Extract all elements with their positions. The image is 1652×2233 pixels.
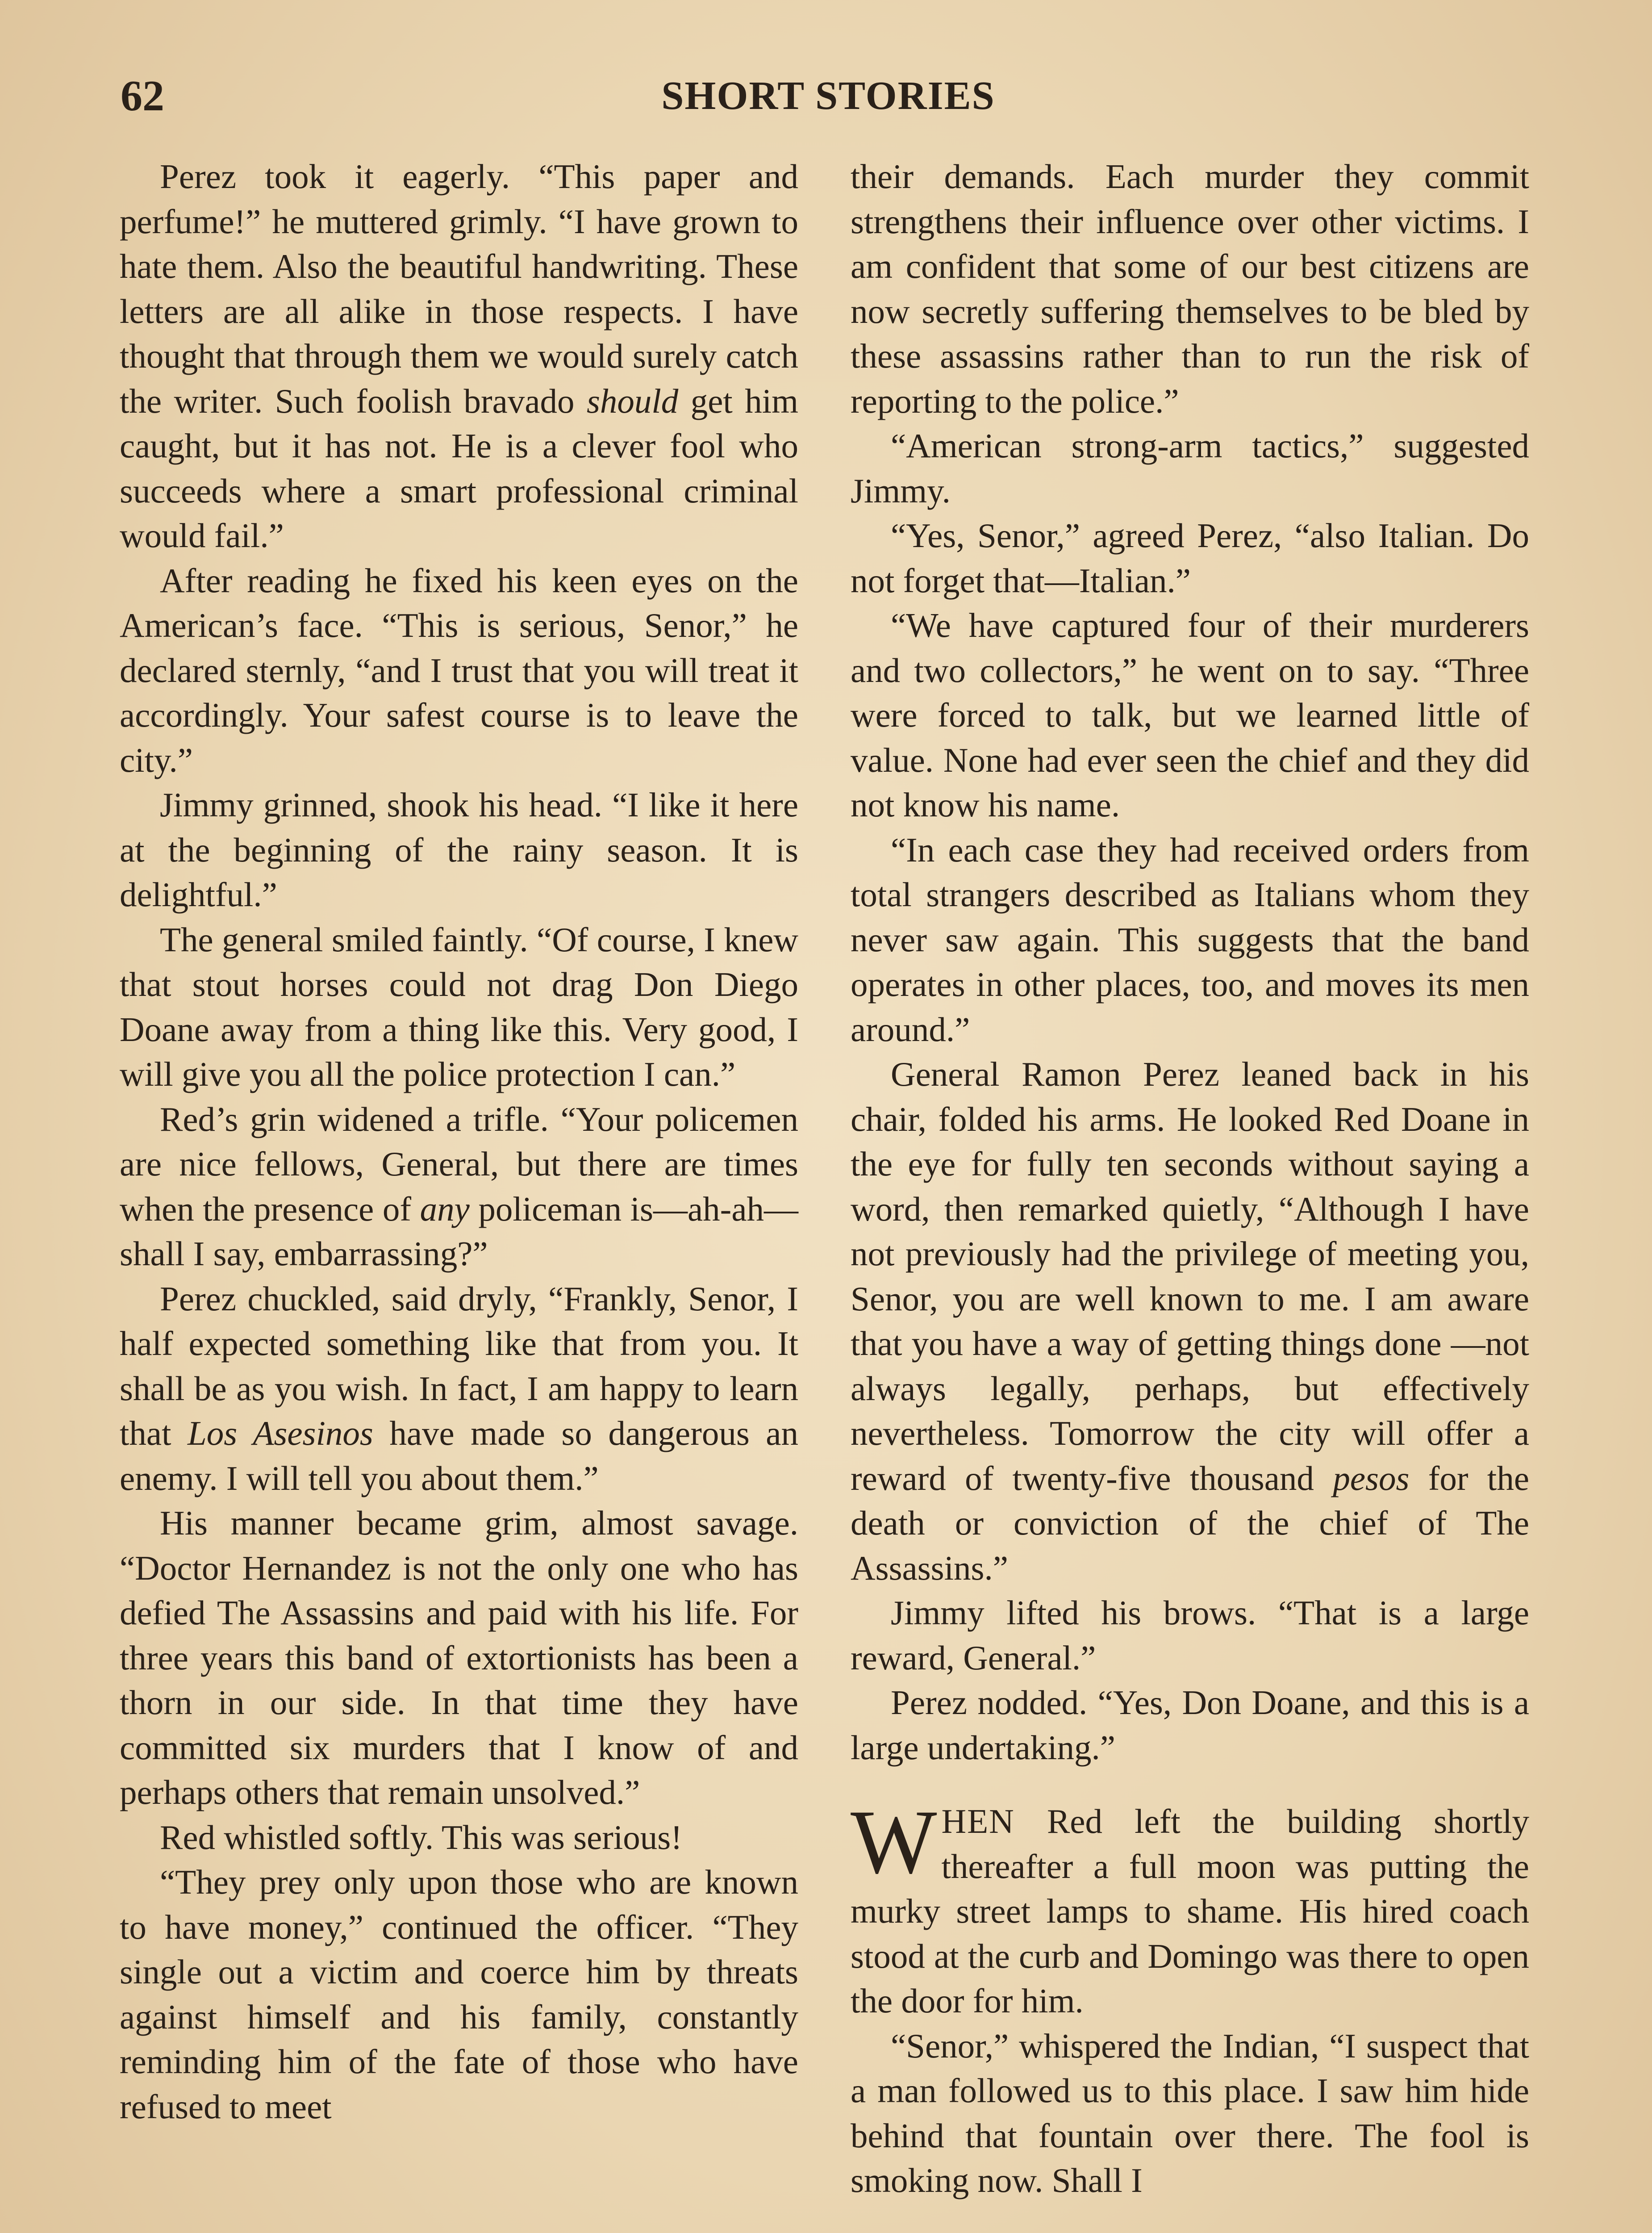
paragraph: “American strong-arm tactics,” suggested Jimmy. bbox=[851, 427, 1529, 510]
paragraph: Red’s grin widened a trifle. “Your policemen are nice fellows, General, but there are times when the presence of any policeman is—ah-ah—shall I say, embarrassing?” bbox=[120, 1100, 799, 1273]
paragraph: “In each case they had received orders from total strangers described as Italians whom they never saw again. This suggests that the band operates in other places, too, and moves its men around.” bbox=[851, 830, 1529, 1049]
left-column bbox=[120, 154, 798, 2129]
paragraph: “Yes, Senor,” agreed Perez, “also Italian. Do not forget that—Italian.” bbox=[851, 516, 1529, 600]
paragraph: Perez chuckled, said dryly, “Frankly, Senor, I half expected something like that from you. It shall be as you wish. In fact, I am happy to learn that Los Asesinos have made so dangerous an enemy. I will tell you about them.” bbox=[120, 1279, 798, 1497]
paragraph: His manner became grim, almost savage. “Doctor Hernandez is not the only one who has defied The Assassins and paid with his life. For three years this band of extortionists has been a thorn in our side. In that time they have committed six murders that I know of and perhaps others that remain unsolved.” bbox=[120, 1504, 798, 1811]
paragraph: The general smiled faintly. “Of course, I knew that stout horses could not drag Don Diego Doane away from a thing like this. Very good, I will give you all the police protection I can.” bbox=[120, 920, 798, 1093]
paragraph: Jimmy grinned, shook his head. “I like it here at the beginning of the rainy season. It is delightful.” bbox=[120, 786, 798, 914]
paragraph: “They prey only upon those who are known to have money,” continued the officer. “They single out a victim and coerce him by threats against himself and his family, constantly reminding him of the fate of those who have refused to meet bbox=[120, 1863, 798, 2126]
paragraph: Perez nodded. “Yes, Don Doane, and this is a large undertaking.” bbox=[851, 1683, 1529, 1767]
paragraph: Jimmy lifted his brows. “That is a large reward, General.” bbox=[851, 1593, 1529, 1677]
drop-cap: W bbox=[851, 1791, 937, 1893]
paragraph: their demands. Each murder they commit strengthens their influence over other victims. I am confident that some of our best citizens are now secretly suffering themselves to be bled by these assassins rather than to run the risk of reporting to the police.” bbox=[851, 157, 1529, 420]
paragraph: “We have captured four of their murderers and two collectors,” he went on to say. “Three were forced to talk, but we learned little of value. None had ever seen the chief and they did not know his name. bbox=[851, 606, 1529, 824]
paragraph: Perez took it eagerly. “This paper and perfume!” he muttered grimly. “I have grown to hate them. Also the beautiful handwriting. These letters are all alike in those respects. I have thought that through them we would surely catch the writer. Such foolish bravado should get him caught, but it has not. He is a clever fool who succeeds where a smart professional criminal would fail.” bbox=[120, 157, 799, 555]
right-column bbox=[851, 154, 1529, 2203]
paragraph: After reading he fixed his keen eyes on the American’s face. “This is serious, Senor,” he declared sternly, “and I trust that you will treat it accordingly. Your safest course is to leave the city.” bbox=[120, 561, 798, 779]
dropcap-paragraph: WHEN Red left the building shortly thereafter a full moon was putting the murky street lamps to shame. His hired coach stood at the curb and Domingo was there to open the door for him. bbox=[851, 1791, 1529, 2020]
page-number: 62 bbox=[121, 72, 164, 120]
running-title: SHORT STORIES bbox=[661, 74, 995, 118]
page-header bbox=[121, 67, 1536, 125]
section-break bbox=[851, 1770, 1529, 1799]
paragraph: “Senor,” whispered the Indian, “I suspect that a man followed us to this place. I saw him hide behind that fountain over there. The fool is smoking now. Shall I bbox=[851, 2026, 1529, 2200]
paragraph: General Ramon Perez leaned back in his chair, folded his arms. He looked Red Doane in the eye for fully ten seconds without saying a word, then remarked quietly, “Although I have not previously had the privilege of meeting you, Senor, you are well known to me. I am aware that you have a way of getting things done —not always legally, perhaps, but effectively nevertheless. Tomorrow the city will offer a reward of twenty-five thousand pesos for the death or conviction of the chief of The Assassins.” bbox=[851, 1055, 1530, 1587]
paragraph: Red whistled softly. This was serious! bbox=[160, 1818, 682, 1857]
